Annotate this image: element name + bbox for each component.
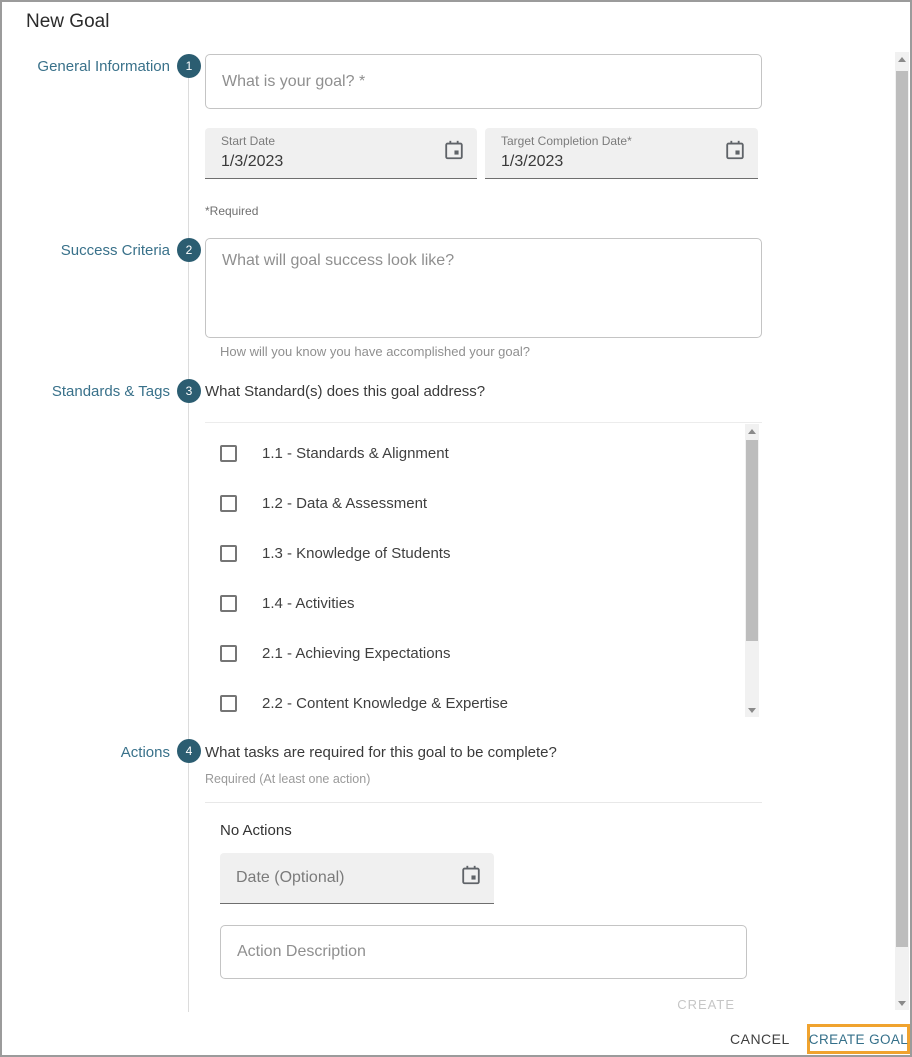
standard-option-row[interactable]	[220, 595, 355, 612]
standard-option-label: 1.1 - Standards & Alignment	[262, 445, 449, 462]
dialog-title: New Goal	[26, 11, 110, 32]
create-goal-button[interactable]: CREATE GOAL	[808, 1031, 909, 1047]
calendar-icon[interactable]	[460, 864, 482, 891]
scroll-up-icon[interactable]	[745, 424, 759, 438]
standard-option-row[interactable]	[220, 445, 449, 462]
section-badge-general: 1	[177, 54, 201, 78]
standard-option-row[interactable]	[220, 695, 508, 712]
target-date-value: 1/3/2023	[501, 153, 564, 170]
success-criteria-input[interactable]	[206, 239, 761, 337]
checkbox-icon[interactable]	[220, 695, 237, 712]
required-note: *Required	[205, 204, 259, 218]
success-criteria-container	[205, 238, 762, 338]
start-date-label: Start Date	[221, 134, 276, 148]
target-date-label: Target Completion Date*	[501, 134, 632, 148]
section-badge-actions: 4	[177, 739, 201, 763]
start-date-field[interactable]	[205, 128, 477, 179]
checkbox-icon[interactable]	[220, 495, 237, 512]
action-description-input[interactable]	[221, 926, 746, 978]
standards-list	[205, 422, 762, 717]
actions-question: What tasks are required for this goal to be complete?	[205, 744, 557, 761]
checkbox-icon[interactable]	[220, 645, 237, 662]
scroll-down-icon[interactable]	[895, 996, 909, 1010]
standard-option-label: 2.2 - Content Knowledge & Expertise	[262, 695, 508, 712]
standard-option-label: 1.2 - Data & Assessment	[262, 495, 428, 512]
standard-option-row[interactable]	[220, 645, 450, 662]
start-date-value: 1/3/2023	[221, 153, 284, 170]
create-action-button[interactable]: CREATE	[677, 997, 735, 1012]
section-badge-standards: 3	[177, 379, 201, 403]
standards-question: What Standard(s) does this goal address?	[205, 383, 486, 400]
standards-list-scrollbar[interactable]	[745, 424, 759, 717]
create-goal-highlight-box	[807, 1024, 910, 1054]
standard-option-label: 2.1 - Achieving Expectations	[262, 645, 451, 662]
section-label-success: Success Criteria	[60, 242, 170, 259]
section-label-standards: Standards & Tags	[51, 383, 170, 400]
target-date-field[interactable]	[485, 128, 758, 179]
calendar-icon[interactable]	[443, 139, 465, 166]
cancel-button[interactable]: CANCEL	[730, 1031, 790, 1047]
dialog-scrollbar-thumb[interactable]	[896, 71, 908, 947]
section-label-general: General Information	[37, 58, 170, 75]
standard-option-row[interactable]	[220, 545, 450, 562]
actions-required-helper: Required (At least one action)	[205, 772, 371, 786]
goal-input-container	[205, 54, 762, 109]
section-label-actions: Actions	[120, 744, 170, 761]
success-criteria-helper: How will you know you have accomplished your goal?	[220, 344, 530, 359]
checkbox-icon[interactable]	[220, 445, 237, 462]
action-date-placeholder: Date (Optional)	[236, 868, 345, 886]
checkbox-icon[interactable]	[220, 545, 237, 562]
section-badge-success: 2	[177, 238, 201, 262]
action-date-field[interactable]	[220, 853, 494, 904]
no-actions-text: No Actions	[220, 822, 292, 839]
actions-divider	[205, 802, 762, 803]
action-description-container	[220, 925, 747, 979]
standards-scrollbar-thumb[interactable]	[746, 440, 758, 641]
scroll-down-icon[interactable]	[745, 703, 759, 717]
checkbox-icon[interactable]	[220, 595, 237, 612]
target-date-text	[501, 134, 632, 171]
goal-input[interactable]	[206, 55, 761, 108]
start-date-text	[221, 134, 283, 171]
scroll-up-icon[interactable]	[895, 52, 909, 66]
standard-option-label: 1.3 - Knowledge of Students	[262, 545, 451, 562]
calendar-icon[interactable]	[724, 139, 746, 166]
dialog-scrollbar[interactable]	[895, 52, 909, 1010]
standard-option-label: 1.4 - Activities	[262, 595, 355, 612]
section-divider-line	[188, 54, 189, 1012]
standard-option-row[interactable]	[220, 495, 427, 512]
